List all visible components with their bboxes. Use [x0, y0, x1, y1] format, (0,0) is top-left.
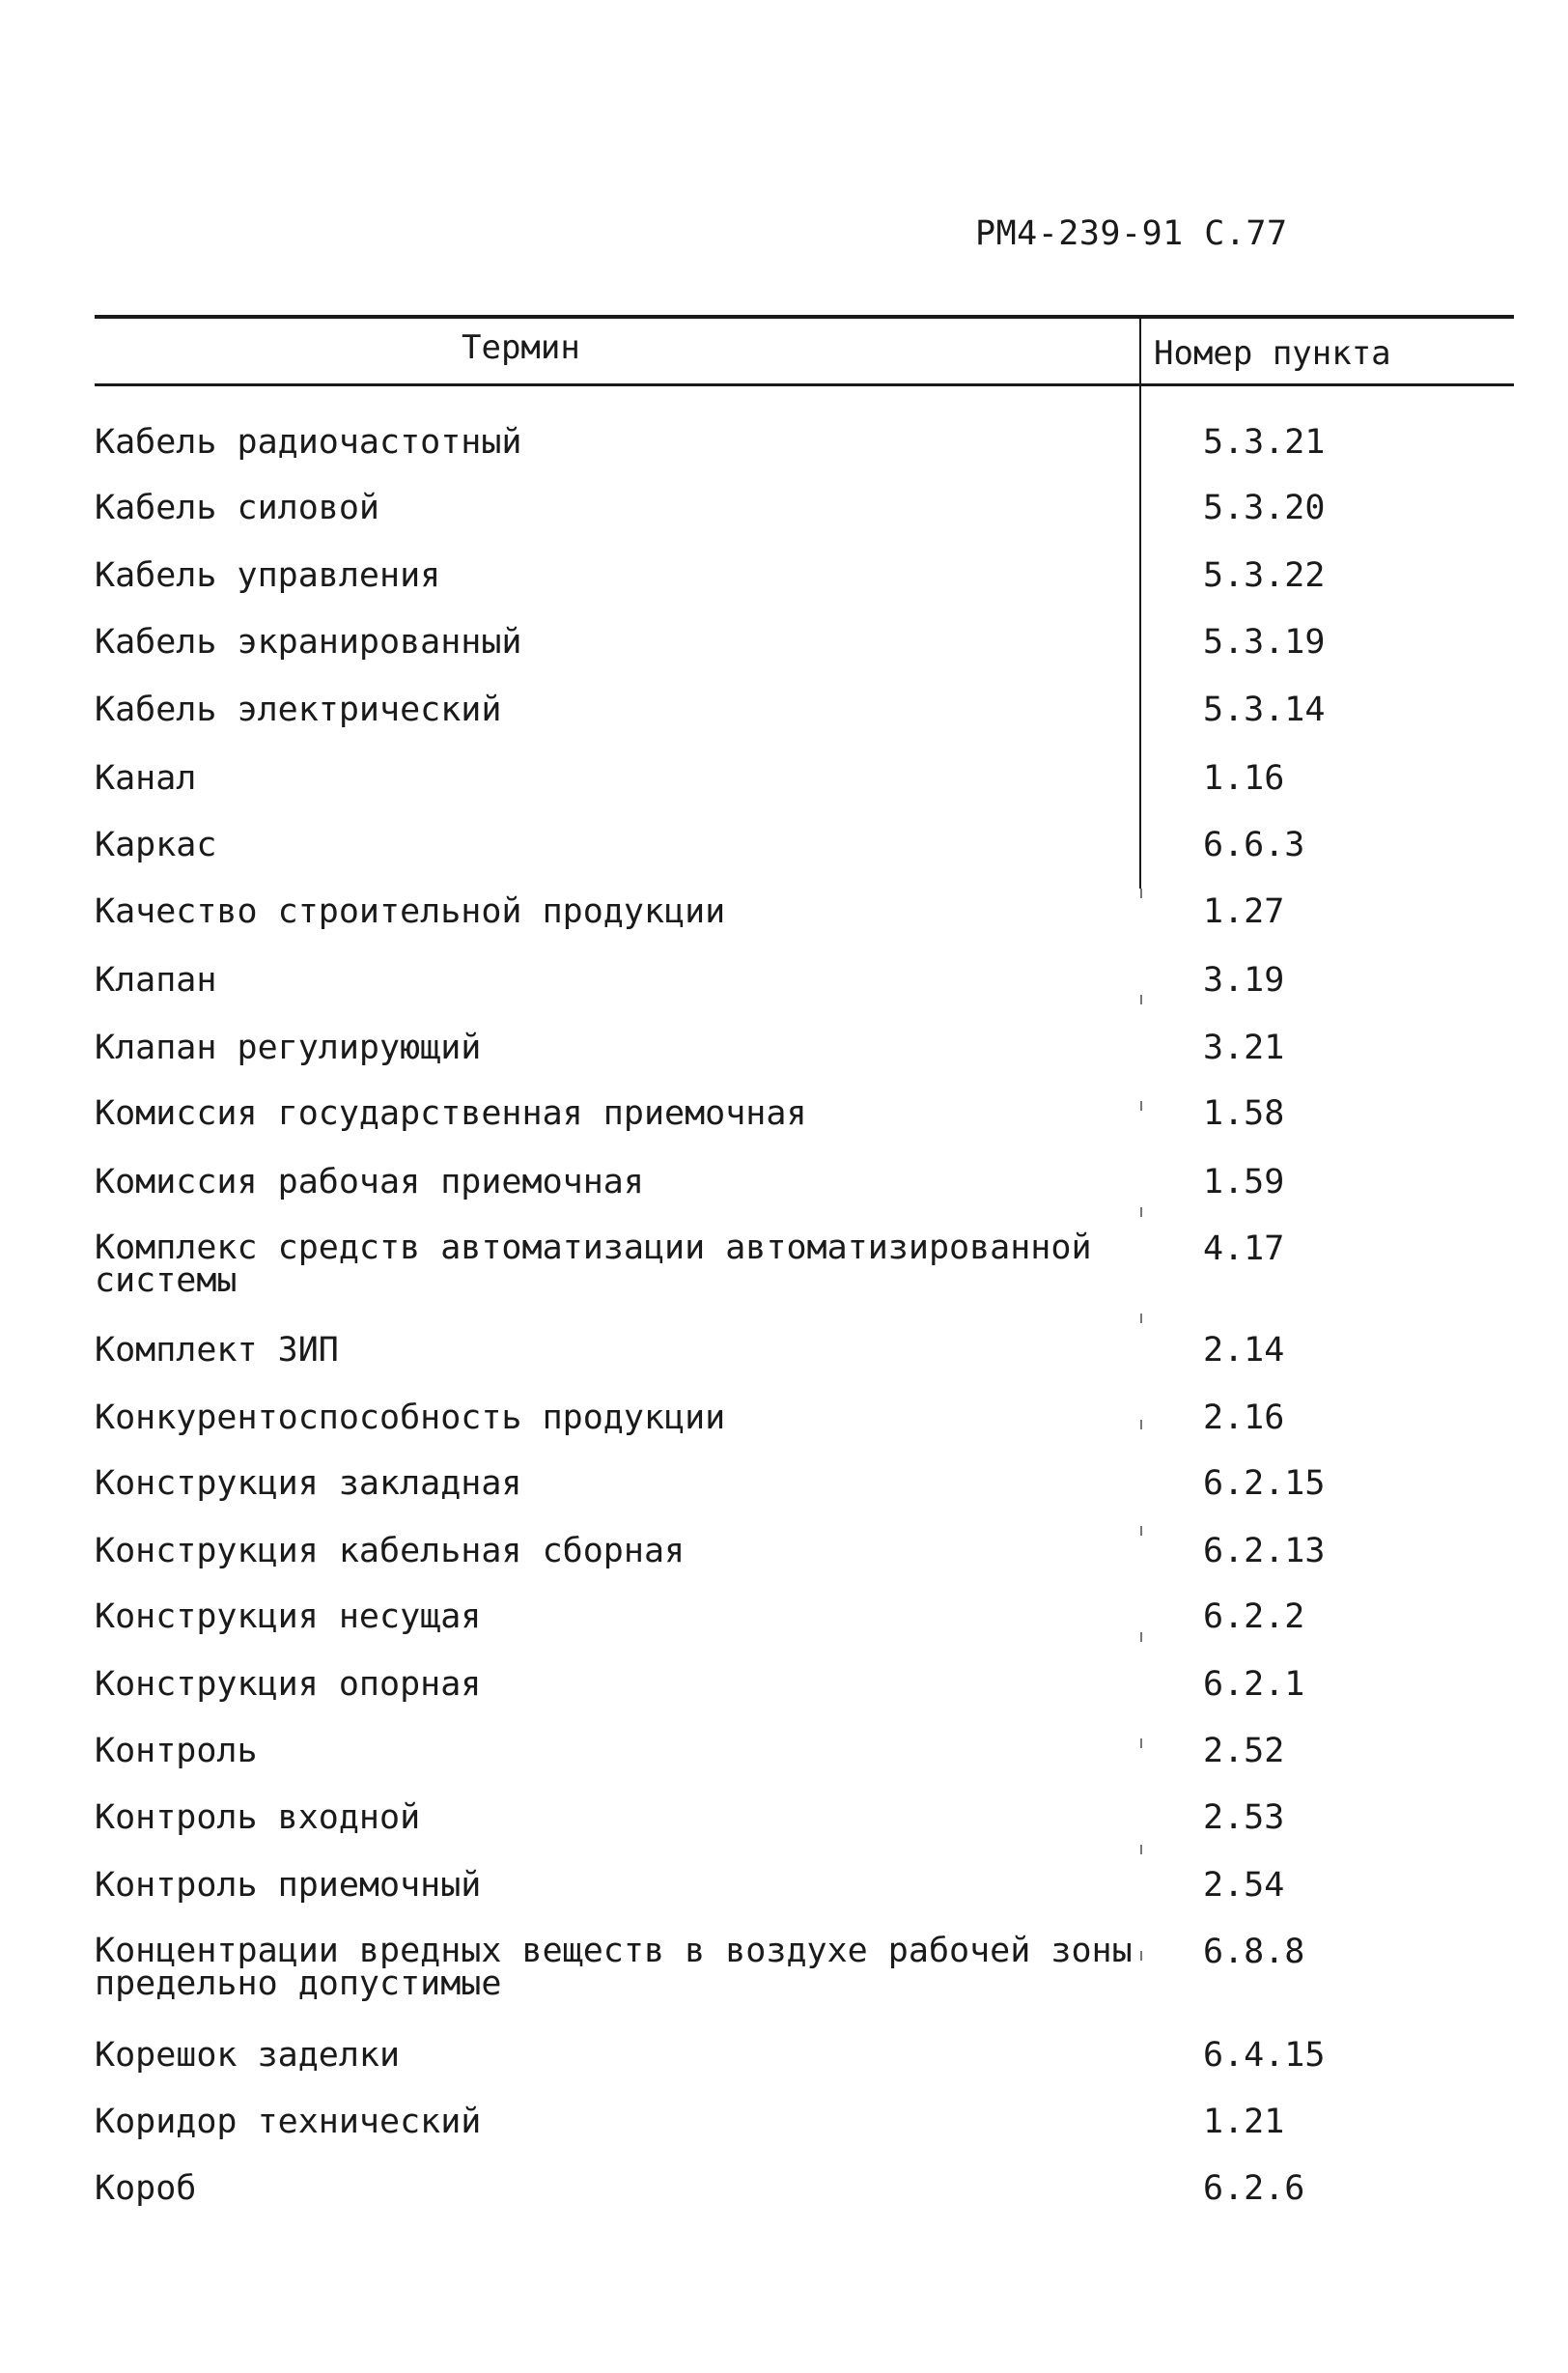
- number-cell: 6.8.8: [1203, 1933, 1305, 1971]
- number-cell: 1.58: [1203, 1094, 1285, 1133]
- term-cell: Конструкция несущая: [95, 1597, 482, 1636]
- table-top-rule: [95, 315, 1514, 319]
- number-cell: 6.2.6: [1203, 2169, 1305, 2208]
- number-cell: 6.2.1: [1203, 1665, 1305, 1704]
- number-cell: 2.14: [1203, 1331, 1285, 1370]
- number-cell: 4.17: [1203, 1229, 1285, 1268]
- term-cell: Канал: [95, 759, 197, 798]
- term-cell: Коридор технический: [95, 2103, 482, 2141]
- number-cell: 2.54: [1203, 1866, 1285, 1905]
- page-header-doc-ref: РМ4-239-91 С.77: [975, 214, 1288, 253]
- term-cell: Каркас: [95, 826, 217, 864]
- term-cell: Короб: [95, 2169, 197, 2208]
- column-divider-faint: [1140, 889, 1142, 2019]
- term-cell: Концентрации вредных веществ в воздухе рабочей зоны предельно допустимые: [95, 1932, 1133, 2003]
- number-cell: 6.4.15: [1203, 2036, 1326, 2075]
- number-cell: 6.6.3: [1203, 826, 1305, 864]
- term-cell: Контроль приемочный: [95, 1866, 482, 1905]
- term-cell: Кабель радиочастотный: [95, 423, 522, 462]
- number-cell: 5.3.22: [1203, 556, 1326, 595]
- number-cell: 1.21: [1203, 2103, 1285, 2141]
- term-cell: Комплекс средств автоматизации автоматизированной системы: [95, 1229, 1092, 1300]
- term-cell: Кабель управления: [95, 556, 441, 595]
- number-cell: 5.3.19: [1203, 623, 1326, 662]
- term-cell: Комплект ЗИП: [95, 1331, 339, 1370]
- number-cell: 1.16: [1203, 759, 1285, 798]
- table-header-rule: [95, 383, 1514, 386]
- number-cell: 6.2.2: [1203, 1597, 1305, 1636]
- term-cell: Конструкция опорная: [95, 1665, 482, 1704]
- number-cell: 2.52: [1203, 1732, 1285, 1770]
- term-cell: Контроль: [95, 1732, 258, 1770]
- column-header-term: Термин: [462, 328, 580, 367]
- number-cell: 6.2.15: [1203, 1464, 1326, 1503]
- term-cell: Клапан: [95, 961, 217, 1000]
- term-cell: Комиссия рабочая приемочная: [95, 1163, 644, 1201]
- number-cell: 3.19: [1203, 961, 1285, 1000]
- number-cell: 1.27: [1203, 892, 1285, 931]
- term-cell: Контроль входной: [95, 1798, 421, 1837]
- term-cell: Кабель электрический: [95, 691, 502, 729]
- number-cell: 1.59: [1203, 1163, 1285, 1201]
- term-cell: Качество строительной продукции: [95, 892, 726, 931]
- term-cell: Конкурентоспособность продукции: [95, 1398, 726, 1437]
- term-cell: Кабель экранированный: [95, 623, 522, 662]
- column-divider: [1139, 319, 1141, 889]
- number-cell: 6.2.13: [1203, 1532, 1326, 1570]
- number-cell: 2.16: [1203, 1398, 1285, 1437]
- term-cell: Комиссия государственная приемочная: [95, 1094, 807, 1133]
- number-cell: 5.3.14: [1203, 691, 1326, 729]
- term-cell: Клапан регулирующий: [95, 1029, 482, 1067]
- number-cell: 3.21: [1203, 1029, 1285, 1067]
- term-cell: Кабель силовой: [95, 489, 380, 527]
- term-cell: Корешок заделки: [95, 2036, 401, 2075]
- term-cell: Конструкция закладная: [95, 1464, 522, 1503]
- column-header-number: Номер пункта: [1154, 334, 1391, 373]
- number-cell: 5.3.21: [1203, 423, 1326, 462]
- number-cell: 5.3.20: [1203, 489, 1326, 527]
- term-cell: Конструкция кабельная сборная: [95, 1532, 686, 1570]
- number-cell: 2.53: [1203, 1798, 1285, 1837]
